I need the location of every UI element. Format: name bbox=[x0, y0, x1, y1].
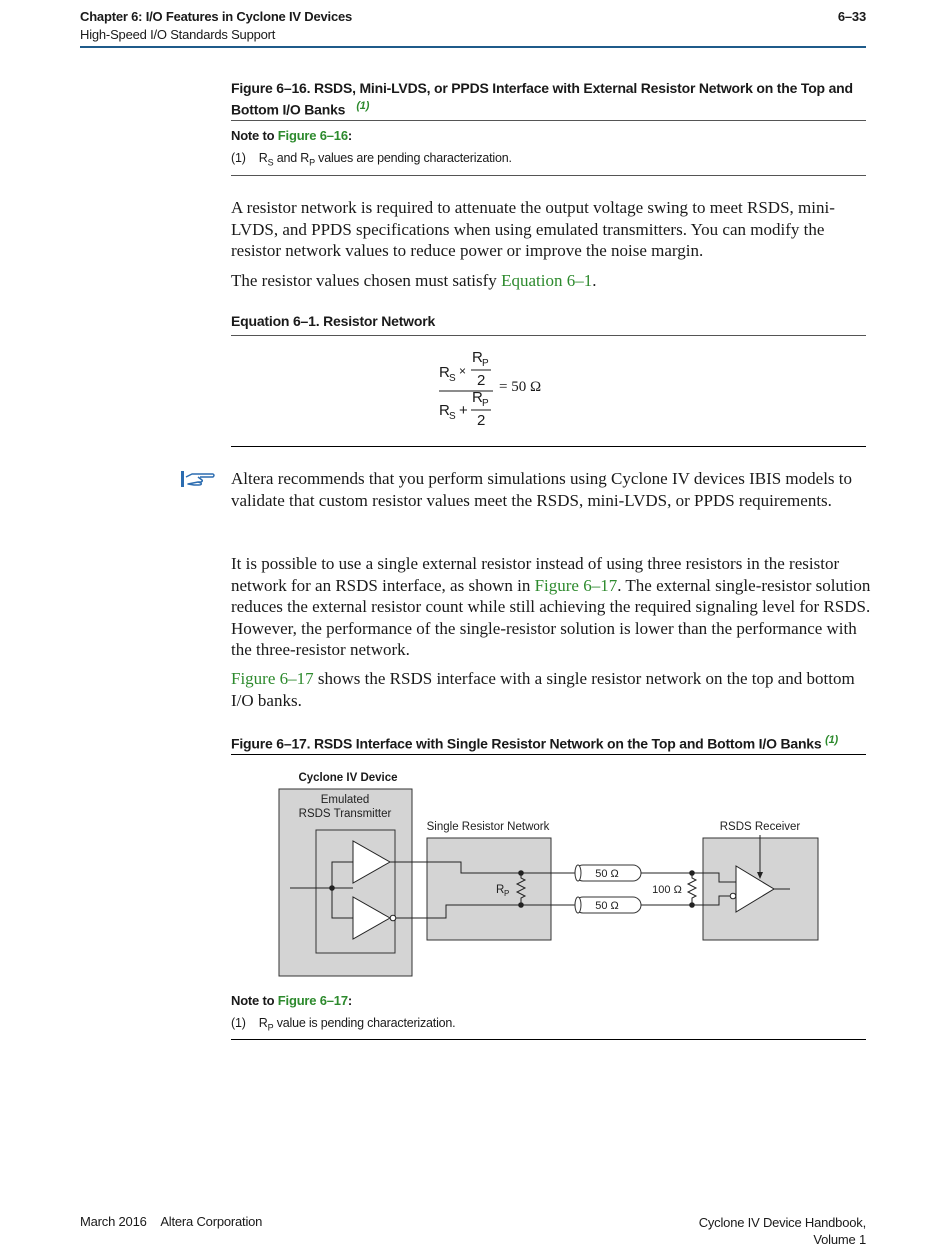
figure-16-note: (1) $R_S$ and $R_P$ values are pending characterization. bbox=[231, 151, 512, 168]
footer-left bbox=[80, 1214, 262, 1229]
p4-suffix: shows the RSDS interface with a single resistor network on the top and bottom I/O banks. bbox=[231, 669, 855, 710]
p3-prefix: It is possible to use a single external resistor instead of using three resistors in the resistor network for an RSDS interface, as shown in bbox=[231, 554, 840, 595]
figure-16-title bbox=[231, 79, 871, 119]
svg-text:2: 2 bbox=[477, 412, 486, 429]
figure-6-17-link[interactable]: Figure 6–17 bbox=[534, 575, 618, 595]
equation-title: Equation 6–1. Resistor Network bbox=[231, 313, 436, 329]
svg-text:2: 2 bbox=[477, 372, 486, 389]
p2-prefix: The resistor values chosen must satisfy bbox=[231, 271, 502, 290]
figure-17-note-label bbox=[231, 993, 352, 1008]
svg-text:+: + bbox=[459, 402, 468, 419]
pointing-hand-icon bbox=[180, 469, 216, 489]
figure-17-title-text: Figure 6–17. RSDS Interface with Single Resistor Network on the Top and Bottom I/O Banks bbox=[231, 735, 822, 752]
svg-text:P: P bbox=[482, 358, 489, 369]
figure-16-title-line2-wrap bbox=[231, 97, 871, 119]
figure-17-note-ref[interactable]: (1) bbox=[825, 734, 839, 746]
figure-17-link[interactable]: Figure 6–17 bbox=[277, 993, 348, 1008]
line-top-label: 50 Ω bbox=[595, 868, 619, 880]
figure-17-note: (1) $R_P$ value is pending characterization. bbox=[231, 1016, 456, 1033]
p2-suffix: . bbox=[592, 271, 597, 290]
footer-date: March 2016 bbox=[80, 1214, 147, 1229]
svg-text:R: R bbox=[472, 349, 483, 366]
svg-text:×: × bbox=[459, 364, 467, 378]
figure-16-note-label bbox=[231, 128, 352, 143]
rp-subscript: P bbox=[504, 889, 510, 898]
footer-volume: Volume 1 bbox=[813, 1232, 866, 1247]
svg-text:P: P bbox=[482, 398, 489, 409]
footer-handbook: Cyclone IV Device Handbook, bbox=[698, 1215, 866, 1230]
equation-top-rule bbox=[231, 335, 866, 336]
note-label-prefix: Note to bbox=[231, 128, 278, 143]
tip-paragraph: Altera recommends that you perform simulations using Cyclone IV devices IBIS models to validate that custom resistor values meet the RSDS, mini-LVDS, or PPDS requirements. bbox=[231, 469, 853, 510]
figure-17-note-rule bbox=[231, 1039, 866, 1040]
note-text: values are pending characterization. bbox=[318, 151, 512, 165]
transmitter-label-2: RSDS Transmitter bbox=[298, 808, 392, 820]
paragraph-figure-intro bbox=[231, 668, 871, 711]
rsds-diagram bbox=[270, 765, 830, 985]
figure-16-title-line1: Figure 6–16. RSDS, Mini-LVDS, or PPDS Interface with External Resistor Network on the Top and bbox=[231, 80, 853, 96]
footer-right bbox=[699, 1214, 866, 1248]
device-label: Cyclone IV Device bbox=[298, 772, 398, 784]
svg-text:S: S bbox=[449, 373, 456, 384]
page-number: 6–33 bbox=[837, 9, 866, 24]
svg-text:R: R bbox=[439, 364, 450, 381]
figure-17-rule bbox=[231, 754, 866, 755]
transmitter-label-1: Emulated bbox=[320, 794, 370, 806]
note-17-number: (1) bbox=[231, 1016, 246, 1030]
figure-16-title-line2: Bottom I/O Banks bbox=[231, 101, 346, 118]
termination-label: 100 Ω bbox=[652, 884, 682, 896]
paragraph-resistor-values bbox=[231, 270, 871, 292]
note-17-label-prefix: Note to bbox=[231, 993, 278, 1008]
network-box bbox=[427, 838, 551, 940]
figure-17-title bbox=[231, 731, 871, 753]
note-17-text: value is pending characterization. bbox=[276, 1016, 456, 1030]
note-17-label-suffix: : bbox=[347, 993, 352, 1008]
note-label-suffix: : bbox=[347, 128, 352, 143]
paragraph-resistor-network: A resistor network is required to attenuate the output voltage swing to meet RSDS, mini-LVDS, and PPDS specifications when using emulated transmitters. You can modify the resistor network values to reduce power or improve the noise margin. bbox=[231, 198, 835, 260]
equation-bottom-rule bbox=[231, 446, 866, 447]
svg-text:S: S bbox=[449, 411, 456, 422]
termination-resistor bbox=[688, 873, 696, 905]
figure-16-note-ref[interactable]: (1) bbox=[356, 100, 370, 112]
equation-6-1-link[interactable]: Equation 6–1 bbox=[501, 271, 593, 290]
p3-suffix: . The external single-resistor solution reduces the external resistor count while still achieving the required signaling level for RSDS. However, the performance of the single-resistor solution is lower than the performance with the three-resistor network. bbox=[231, 575, 871, 659]
rp-label: R bbox=[496, 884, 505, 896]
section-header: High-Speed I/O Standards Support bbox=[80, 27, 276, 42]
network-label: Single Resistor Network bbox=[426, 821, 550, 833]
svg-text:R: R bbox=[439, 402, 450, 419]
line-bottom-label: 50 Ω bbox=[595, 900, 619, 912]
svg-text:R: R bbox=[472, 389, 483, 406]
figure-6-17-link-2[interactable]: Figure 6–17 bbox=[231, 669, 314, 688]
figure-16-link[interactable]: Figure 6–16 bbox=[277, 128, 348, 143]
note-number: (1) bbox=[231, 151, 246, 165]
paragraph-single-resistor bbox=[231, 553, 871, 661]
figure-16-note-rule bbox=[231, 175, 866, 176]
chapter-header: Chapter 6: I/O Features in Cyclone IV Devices bbox=[80, 9, 353, 24]
receiver-label: RSDS Receiver bbox=[719, 821, 801, 833]
figure-16-rule bbox=[231, 120, 866, 121]
header-rule bbox=[80, 46, 866, 48]
equation-rhs: = 50 Ω bbox=[499, 379, 542, 395]
footer-company: Altera Corporation bbox=[160, 1214, 263, 1229]
